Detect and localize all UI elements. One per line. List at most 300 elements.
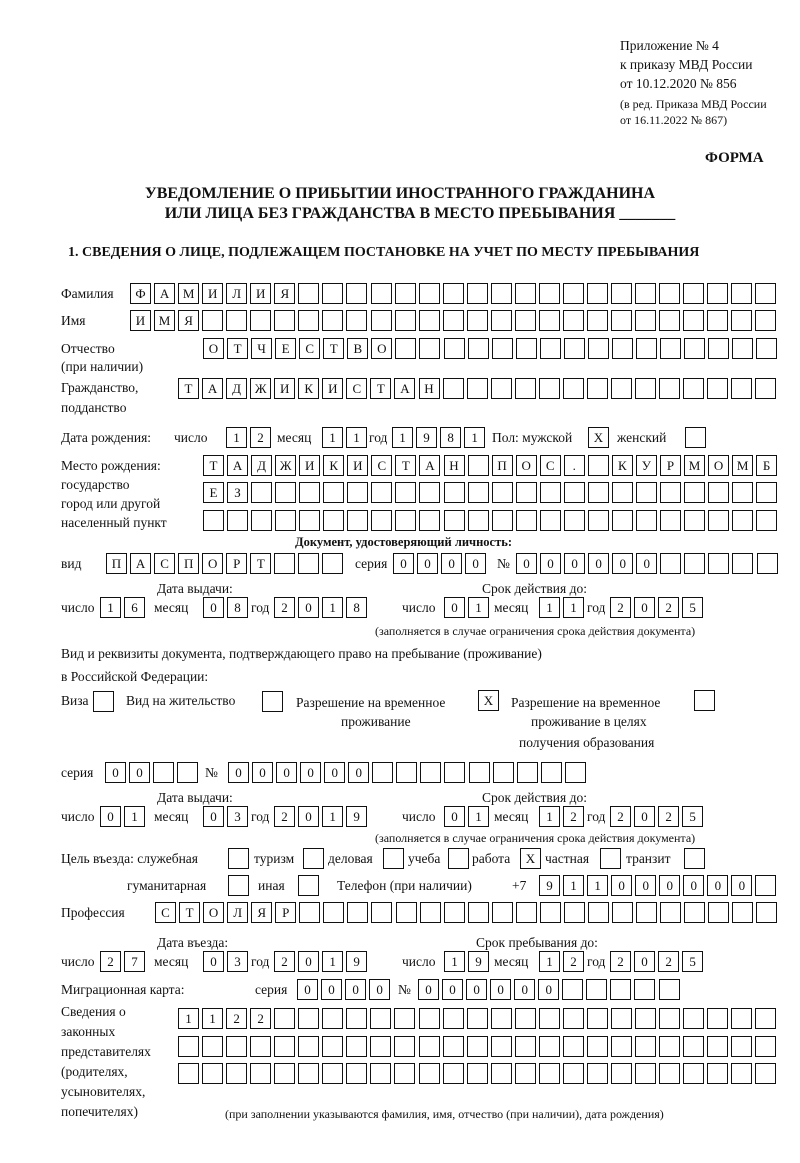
- char-box[interactable]: [492, 510, 513, 531]
- char-box[interactable]: [469, 762, 490, 783]
- char-box[interactable]: [659, 1008, 680, 1029]
- char-box[interactable]: [611, 1063, 632, 1084]
- char-box[interactable]: Т: [323, 338, 344, 359]
- char-box[interactable]: [755, 1036, 776, 1057]
- char-box[interactable]: И: [130, 310, 151, 331]
- char-box[interactable]: [444, 338, 465, 359]
- char-box[interactable]: 9: [346, 806, 367, 827]
- char-box[interactable]: А: [227, 455, 248, 476]
- char-box[interactable]: И: [202, 283, 223, 304]
- char-box[interactable]: [539, 1008, 560, 1029]
- char-box[interactable]: [611, 283, 632, 304]
- char-box[interactable]: А: [419, 455, 440, 476]
- char-box[interactable]: Р: [275, 902, 296, 923]
- char-box[interactable]: [467, 1036, 488, 1057]
- char-box[interactable]: 2: [563, 806, 584, 827]
- char-box[interactable]: У: [636, 455, 657, 476]
- char-box[interactable]: [659, 283, 680, 304]
- char-box[interactable]: 5: [682, 951, 703, 972]
- char-box[interactable]: [587, 1036, 608, 1057]
- char-box[interactable]: [732, 553, 753, 574]
- char-box[interactable]: [660, 510, 681, 531]
- char-box[interactable]: 1: [444, 951, 465, 972]
- char-box[interactable]: [611, 310, 632, 331]
- char-box[interactable]: [419, 1036, 440, 1057]
- char-box[interactable]: 0: [203, 597, 224, 618]
- char-box[interactable]: [250, 310, 271, 331]
- char-box[interactable]: 0: [612, 553, 633, 574]
- char-box[interactable]: 0: [203, 806, 224, 827]
- char-box[interactable]: [683, 1063, 704, 1084]
- char-box[interactable]: [298, 310, 319, 331]
- char-box[interactable]: [419, 283, 440, 304]
- char-box[interactable]: 0: [444, 806, 465, 827]
- char-box[interactable]: [346, 283, 367, 304]
- char-box[interactable]: [731, 378, 752, 399]
- char-box[interactable]: [274, 1036, 295, 1057]
- char-box[interactable]: [636, 482, 657, 503]
- char-box[interactable]: [419, 310, 440, 331]
- char-box[interactable]: [443, 1063, 464, 1084]
- char-box[interactable]: [468, 902, 489, 923]
- char-box[interactable]: [322, 553, 343, 574]
- checkbox-cell[interactable]: [685, 427, 706, 448]
- char-box[interactable]: [468, 510, 489, 531]
- char-box[interactable]: [612, 482, 633, 503]
- char-box[interactable]: 0: [300, 762, 321, 783]
- char-box[interactable]: Ч: [251, 338, 272, 359]
- char-box[interactable]: [419, 1063, 440, 1084]
- char-box[interactable]: 2: [274, 951, 295, 972]
- checkbox-cell[interactable]: Х: [588, 427, 609, 448]
- char-box[interactable]: [564, 902, 585, 923]
- char-box[interactable]: [395, 510, 416, 531]
- char-box[interactable]: 1: [539, 951, 560, 972]
- char-box[interactable]: 1: [202, 1008, 223, 1029]
- char-box[interactable]: [659, 1063, 680, 1084]
- char-box[interactable]: 0: [441, 553, 462, 574]
- char-box[interactable]: [539, 1063, 560, 1084]
- char-box[interactable]: [611, 1036, 632, 1057]
- char-box[interactable]: [565, 762, 586, 783]
- char-box[interactable]: 0: [369, 979, 390, 1000]
- char-box[interactable]: П: [492, 455, 513, 476]
- char-box[interactable]: [564, 338, 585, 359]
- checkbox-cell[interactable]: [694, 690, 715, 711]
- char-box[interactable]: 1: [226, 427, 247, 448]
- char-box[interactable]: И: [347, 455, 368, 476]
- char-box[interactable]: [636, 902, 657, 923]
- char-box[interactable]: [515, 1008, 536, 1029]
- char-box[interactable]: [371, 283, 392, 304]
- checkbox-cell[interactable]: [684, 848, 705, 869]
- char-box[interactable]: А: [154, 283, 175, 304]
- char-box[interactable]: 1: [322, 951, 343, 972]
- char-box[interactable]: [298, 1036, 319, 1057]
- char-box[interactable]: С: [346, 378, 367, 399]
- char-box[interactable]: [612, 902, 633, 923]
- char-box[interactable]: [493, 762, 514, 783]
- char-box[interactable]: [346, 1008, 367, 1029]
- char-box[interactable]: 0: [348, 762, 369, 783]
- char-box[interactable]: 0: [418, 979, 439, 1000]
- char-box[interactable]: 1: [468, 597, 489, 618]
- char-box[interactable]: [612, 338, 633, 359]
- char-box[interactable]: М: [684, 455, 705, 476]
- char-box[interactable]: [588, 482, 609, 503]
- char-box[interactable]: [540, 902, 561, 923]
- char-box[interactable]: [371, 482, 392, 503]
- char-box[interactable]: [395, 338, 416, 359]
- char-box[interactable]: К: [612, 455, 633, 476]
- char-box[interactable]: [227, 510, 248, 531]
- char-box[interactable]: Т: [395, 455, 416, 476]
- char-box[interactable]: 0: [298, 806, 319, 827]
- char-box[interactable]: [586, 979, 607, 1000]
- char-box[interactable]: 8: [346, 597, 367, 618]
- checkbox-cell[interactable]: [228, 848, 249, 869]
- char-box[interactable]: Б: [756, 455, 777, 476]
- char-box[interactable]: О: [203, 902, 224, 923]
- char-box[interactable]: [707, 310, 728, 331]
- char-box[interactable]: [371, 310, 392, 331]
- char-box[interactable]: [444, 902, 465, 923]
- char-box[interactable]: 1: [563, 597, 584, 618]
- char-box[interactable]: [732, 510, 753, 531]
- char-box[interactable]: [731, 1063, 752, 1084]
- char-box[interactable]: [684, 338, 705, 359]
- char-box[interactable]: [636, 510, 657, 531]
- char-box[interactable]: [563, 1036, 584, 1057]
- char-box[interactable]: [515, 1063, 536, 1084]
- char-box[interactable]: [491, 378, 512, 399]
- char-box[interactable]: С: [155, 902, 176, 923]
- char-box[interactable]: 0: [635, 875, 656, 896]
- char-box[interactable]: [443, 283, 464, 304]
- char-box[interactable]: [516, 482, 537, 503]
- char-box[interactable]: [467, 1008, 488, 1029]
- char-box[interactable]: [444, 762, 465, 783]
- char-box[interactable]: К: [298, 378, 319, 399]
- char-box[interactable]: [611, 1008, 632, 1029]
- char-box[interactable]: 1: [539, 597, 560, 618]
- char-box[interactable]: [756, 482, 777, 503]
- char-box[interactable]: [492, 482, 513, 503]
- char-box[interactable]: 9: [416, 427, 437, 448]
- char-box[interactable]: И: [322, 378, 343, 399]
- char-box[interactable]: [492, 338, 513, 359]
- char-box[interactable]: [515, 283, 536, 304]
- checkbox-cell[interactable]: [448, 848, 469, 869]
- char-box[interactable]: [539, 378, 560, 399]
- char-box[interactable]: [563, 310, 584, 331]
- char-box[interactable]: 2: [658, 597, 679, 618]
- checkbox-cell[interactable]: [93, 691, 114, 712]
- char-box[interactable]: 2: [226, 1008, 247, 1029]
- char-box[interactable]: [539, 283, 560, 304]
- char-box[interactable]: 6: [124, 597, 145, 618]
- char-box[interactable]: [226, 1063, 247, 1084]
- char-box[interactable]: [588, 902, 609, 923]
- char-box[interactable]: [467, 1063, 488, 1084]
- char-box[interactable]: [731, 1036, 752, 1057]
- char-box[interactable]: 2: [563, 951, 584, 972]
- char-box[interactable]: [707, 283, 728, 304]
- char-box[interactable]: П: [178, 553, 199, 574]
- char-box[interactable]: Я: [274, 283, 295, 304]
- char-box[interactable]: [755, 1008, 776, 1029]
- char-box[interactable]: Ж: [275, 455, 296, 476]
- char-box[interactable]: [564, 510, 585, 531]
- char-box[interactable]: [298, 553, 319, 574]
- char-box[interactable]: [562, 979, 583, 1000]
- char-box[interactable]: [660, 902, 681, 923]
- char-box[interactable]: [226, 1036, 247, 1057]
- char-box[interactable]: 7: [124, 951, 145, 972]
- char-box[interactable]: 0: [298, 951, 319, 972]
- char-box[interactable]: 1: [587, 875, 608, 896]
- char-box[interactable]: [395, 482, 416, 503]
- char-box[interactable]: 1: [124, 806, 145, 827]
- char-box[interactable]: [515, 310, 536, 331]
- char-box[interactable]: [468, 482, 489, 503]
- char-box[interactable]: 9: [346, 951, 367, 972]
- char-box[interactable]: 0: [321, 979, 342, 1000]
- char-box[interactable]: [419, 338, 440, 359]
- char-box[interactable]: [707, 1036, 728, 1057]
- char-box[interactable]: [420, 762, 441, 783]
- char-box[interactable]: [178, 1063, 199, 1084]
- char-box[interactable]: [588, 510, 609, 531]
- checkbox-cell[interactable]: Х: [520, 848, 541, 869]
- char-box[interactable]: 2: [658, 806, 679, 827]
- char-box[interactable]: 0: [540, 553, 561, 574]
- char-box[interactable]: И: [274, 378, 295, 399]
- char-box[interactable]: М: [154, 310, 175, 331]
- char-box[interactable]: [587, 310, 608, 331]
- char-box[interactable]: [731, 310, 752, 331]
- checkbox-cell[interactable]: [303, 848, 324, 869]
- char-box[interactable]: [323, 482, 344, 503]
- char-box[interactable]: 2: [274, 806, 295, 827]
- char-box[interactable]: Ф: [130, 283, 151, 304]
- checkbox-cell[interactable]: [298, 875, 319, 896]
- char-box[interactable]: [468, 455, 489, 476]
- char-box[interactable]: [683, 310, 704, 331]
- char-box[interactable]: О: [202, 553, 223, 574]
- char-box[interactable]: [539, 310, 560, 331]
- checkbox-cell[interactable]: [383, 848, 404, 869]
- char-box[interactable]: [707, 378, 728, 399]
- char-box[interactable]: [394, 1063, 415, 1084]
- char-box[interactable]: [587, 378, 608, 399]
- char-box[interactable]: Н: [444, 455, 465, 476]
- char-box[interactable]: [274, 553, 295, 574]
- char-box[interactable]: [517, 762, 538, 783]
- char-box[interactable]: 1: [468, 806, 489, 827]
- char-box[interactable]: .: [564, 455, 585, 476]
- char-box[interactable]: 2: [658, 951, 679, 972]
- char-box[interactable]: Я: [251, 902, 272, 923]
- char-box[interactable]: [467, 378, 488, 399]
- char-box[interactable]: С: [154, 553, 175, 574]
- char-box[interactable]: [322, 1036, 343, 1057]
- checkbox-cell[interactable]: [228, 875, 249, 896]
- char-box[interactable]: [322, 283, 343, 304]
- char-box[interactable]: 0: [588, 553, 609, 574]
- checkbox-cell[interactable]: [600, 848, 621, 869]
- char-box[interactable]: [732, 902, 753, 923]
- char-box[interactable]: [299, 510, 320, 531]
- char-box[interactable]: [587, 1008, 608, 1029]
- char-box[interactable]: О: [371, 338, 392, 359]
- char-box[interactable]: [491, 1036, 512, 1057]
- char-box[interactable]: [251, 510, 272, 531]
- char-box[interactable]: [757, 553, 778, 574]
- char-box[interactable]: [539, 1036, 560, 1057]
- char-box[interactable]: 1: [464, 427, 485, 448]
- char-box[interactable]: [419, 510, 440, 531]
- char-box[interactable]: 2: [100, 951, 121, 972]
- char-box[interactable]: Е: [203, 482, 224, 503]
- char-box[interactable]: [732, 482, 753, 503]
- char-box[interactable]: [370, 1036, 391, 1057]
- char-box[interactable]: 2: [610, 597, 631, 618]
- char-box[interactable]: [684, 902, 705, 923]
- char-box[interactable]: Я: [178, 310, 199, 331]
- char-box[interactable]: 2: [274, 597, 295, 618]
- char-box[interactable]: 0: [659, 875, 680, 896]
- char-box[interactable]: [659, 1036, 680, 1057]
- char-box[interactable]: [635, 310, 656, 331]
- char-box[interactable]: 8: [440, 427, 461, 448]
- char-box[interactable]: Е: [275, 338, 296, 359]
- char-box[interactable]: [684, 553, 705, 574]
- char-box[interactable]: Н: [419, 378, 440, 399]
- char-box[interactable]: 0: [100, 806, 121, 827]
- char-box[interactable]: [491, 1063, 512, 1084]
- char-box[interactable]: 9: [468, 951, 489, 972]
- char-box[interactable]: [756, 338, 777, 359]
- char-box[interactable]: [635, 1036, 656, 1057]
- char-box[interactable]: [755, 1063, 776, 1084]
- char-box[interactable]: [660, 553, 681, 574]
- char-box[interactable]: Д: [226, 378, 247, 399]
- char-box[interactable]: [274, 1063, 295, 1084]
- char-box[interactable]: О: [516, 455, 537, 476]
- char-box[interactable]: [298, 1008, 319, 1029]
- char-box[interactable]: О: [708, 455, 729, 476]
- char-box[interactable]: [564, 482, 585, 503]
- char-box[interactable]: [684, 482, 705, 503]
- char-box[interactable]: [371, 510, 392, 531]
- char-box[interactable]: 0: [276, 762, 297, 783]
- char-box[interactable]: 0: [129, 762, 150, 783]
- char-box[interactable]: 1: [322, 597, 343, 618]
- char-box[interactable]: 0: [516, 553, 537, 574]
- char-box[interactable]: [396, 762, 417, 783]
- char-box[interactable]: Т: [178, 378, 199, 399]
- char-box[interactable]: Л: [227, 902, 248, 923]
- char-box[interactable]: [683, 378, 704, 399]
- char-box[interactable]: [443, 1008, 464, 1029]
- char-box[interactable]: [756, 902, 777, 923]
- char-box[interactable]: [540, 510, 561, 531]
- char-box[interactable]: 0: [514, 979, 535, 1000]
- char-box[interactable]: [274, 310, 295, 331]
- char-box[interactable]: [251, 482, 272, 503]
- char-box[interactable]: [708, 482, 729, 503]
- char-box[interactable]: [178, 1036, 199, 1057]
- char-box[interactable]: П: [106, 553, 127, 574]
- char-box[interactable]: [491, 310, 512, 331]
- char-box[interactable]: [250, 1036, 271, 1057]
- char-box[interactable]: [394, 1008, 415, 1029]
- char-box[interactable]: Р: [660, 455, 681, 476]
- char-box[interactable]: [683, 1008, 704, 1029]
- char-box[interactable]: [275, 482, 296, 503]
- char-box[interactable]: 0: [611, 875, 632, 896]
- char-box[interactable]: И: [299, 455, 320, 476]
- char-box[interactable]: 0: [490, 979, 511, 1000]
- char-box[interactable]: [659, 378, 680, 399]
- char-box[interactable]: [347, 482, 368, 503]
- char-box[interactable]: 0: [465, 553, 486, 574]
- char-box[interactable]: [516, 902, 537, 923]
- char-box[interactable]: [420, 902, 441, 923]
- char-box[interactable]: 0: [707, 875, 728, 896]
- char-box[interactable]: [444, 510, 465, 531]
- char-box[interactable]: 3: [227, 806, 248, 827]
- char-box[interactable]: 0: [228, 762, 249, 783]
- char-box[interactable]: 0: [634, 951, 655, 972]
- char-box[interactable]: 5: [682, 806, 703, 827]
- char-box[interactable]: 0: [731, 875, 752, 896]
- char-box[interactable]: [634, 979, 655, 1000]
- char-box[interactable]: [299, 482, 320, 503]
- char-box[interactable]: [467, 283, 488, 304]
- char-box[interactable]: [202, 1063, 223, 1084]
- char-box[interactable]: [755, 283, 776, 304]
- char-box[interactable]: [250, 1063, 271, 1084]
- char-box[interactable]: 0: [252, 762, 273, 783]
- char-box[interactable]: [563, 1063, 584, 1084]
- char-box[interactable]: 0: [298, 597, 319, 618]
- char-box[interactable]: А: [394, 378, 415, 399]
- char-box[interactable]: Ж: [250, 378, 271, 399]
- char-box[interactable]: [347, 510, 368, 531]
- char-box[interactable]: [299, 902, 320, 923]
- char-box[interactable]: [226, 310, 247, 331]
- char-box[interactable]: [515, 378, 536, 399]
- char-box[interactable]: [587, 283, 608, 304]
- char-box[interactable]: [298, 283, 319, 304]
- char-box[interactable]: [588, 455, 609, 476]
- char-box[interactable]: 2: [610, 806, 631, 827]
- char-box[interactable]: [347, 902, 368, 923]
- char-box[interactable]: 3: [227, 951, 248, 972]
- char-box[interactable]: 1: [100, 597, 121, 618]
- char-box[interactable]: 0: [203, 951, 224, 972]
- char-box[interactable]: [444, 482, 465, 503]
- char-box[interactable]: 0: [442, 979, 463, 1000]
- char-box[interactable]: [443, 310, 464, 331]
- char-box[interactable]: 0: [324, 762, 345, 783]
- char-box[interactable]: [370, 1008, 391, 1029]
- char-box[interactable]: [371, 902, 392, 923]
- char-box[interactable]: [635, 378, 656, 399]
- char-box[interactable]: И: [250, 283, 271, 304]
